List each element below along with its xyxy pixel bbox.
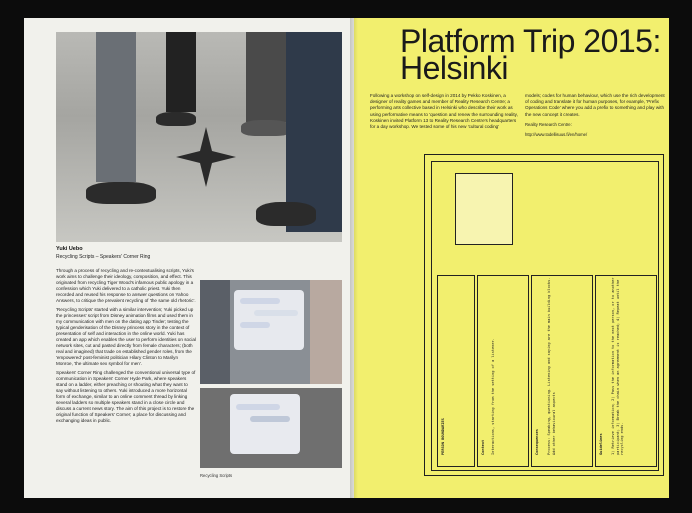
work-title: Recycling Scripts – Speakers' Corner Ring xyxy=(56,254,151,260)
page-heading: Platform Trip 2015: Helsinki xyxy=(400,23,661,86)
diagram-note: 1) Retrieve information; 2) Pass the information to the next person, or to another participant; 3) Break the chain when an agreement is reached; 4) Repeat until the recycling ends. xyxy=(611,277,625,455)
link-label: Reality Research Centre: xyxy=(525,121,572,127)
paragraph: Through a process of recycling and re-contextualising scripts, Yuki's work aims to challenge their ideology, composition, and effect. This originated from recycling Tiger Wood's infamous public apology in a confession which Yuki delivered to a catholic priest. Yuki then recorded and reused his response to answer questions on Yahoo Answers, to critique the prevalent recycling of 'the same old rhetoric'. xyxy=(56,268,196,304)
diagram-label: PERSON BOUNDARIES xyxy=(441,418,445,455)
diagram-label: Consequences xyxy=(535,429,539,455)
photo-app-interface xyxy=(200,280,342,384)
app-screen xyxy=(234,290,304,350)
intro-column-right xyxy=(525,93,665,138)
paragraph: Speakers' Corner Ring challenged the conventional universal type of communication in Speakers' Corner Hyde Park, where speakers stand on a ladder, either preaching or shouting what they want to say without listening to others. Yuki introduced a more horizontal form of exchange, similar to an online comment thread by linking several ladders so multiple speakers stand in a close circle and discuss a current news story. The aim of this project is to restore the original function of Speakers' Corner; a place for discussing and exchanging ideas in public. xyxy=(56,369,196,424)
left-page xyxy=(24,18,354,498)
diagram-label: Context xyxy=(481,439,485,455)
photo-tablet-chat xyxy=(200,388,342,468)
intro-paragraph-left: Following a workshop on self-design in 2014 by Pekko Koskinen, a designer of reality games and member of Reality Research Centre; a performing arts collective based in Helsinki who describe their work as using performative means to 'question and renew the surrounding reality, Koskinen invited Platform 13 to Reality Research Centre's headquarters for a day workshop. We tested some of his new 'cultural coding' xyxy=(370,93,518,130)
link-url: http://www.todellisuus.fi/en/home/ xyxy=(525,132,588,138)
diagram-column-4 xyxy=(595,275,657,467)
diagram-sketch xyxy=(455,173,513,245)
diagram-column-3 xyxy=(531,275,593,467)
artist-name: Yuki Uebo xyxy=(56,246,83,252)
diagram-label: Guidelines xyxy=(599,433,603,455)
page-gutter xyxy=(350,18,358,498)
diagram-note: Interactions, starting from the setting of a listener. xyxy=(491,338,495,455)
intro-paragraph-right: models; codes for human behaviour, which use the rich development of coding and translate it for human purposes, for example, 'Prefix Operations Code' where you add a prefix to something and play with the new concept it creates. xyxy=(525,93,665,117)
main-photo-speakers-corner-ring xyxy=(56,32,342,242)
diagram-column-2 xyxy=(477,275,529,467)
cultural-coding-diagram xyxy=(424,154,664,476)
diagram-note: Process: Speaking, questioning. Listening and saying are the main building blocks. Add other behavioural aspects xyxy=(547,277,556,455)
paragraph: 'Recycling Scripts' started with a similar intervention; Yuki picked up the princesses' script from Disney animation films and used them in my communication with men on the dating app Tinder; testing the typical genderisation of the Disney princess story in the context of presentation of self and interaction in the online world. Yuki has created an app which enables the user to perform identities on social network sites, cut and pasted directly from female characters; (both real and imagined) that trade on established gender roles, from the 'empowered' post-feminist politician Hilary Clinton to Marilyn Monroe, 'the ultimate sex symbol for men'. xyxy=(56,306,196,367)
photo-caption: Recycling Scripts xyxy=(200,473,233,478)
article-body xyxy=(56,268,196,426)
